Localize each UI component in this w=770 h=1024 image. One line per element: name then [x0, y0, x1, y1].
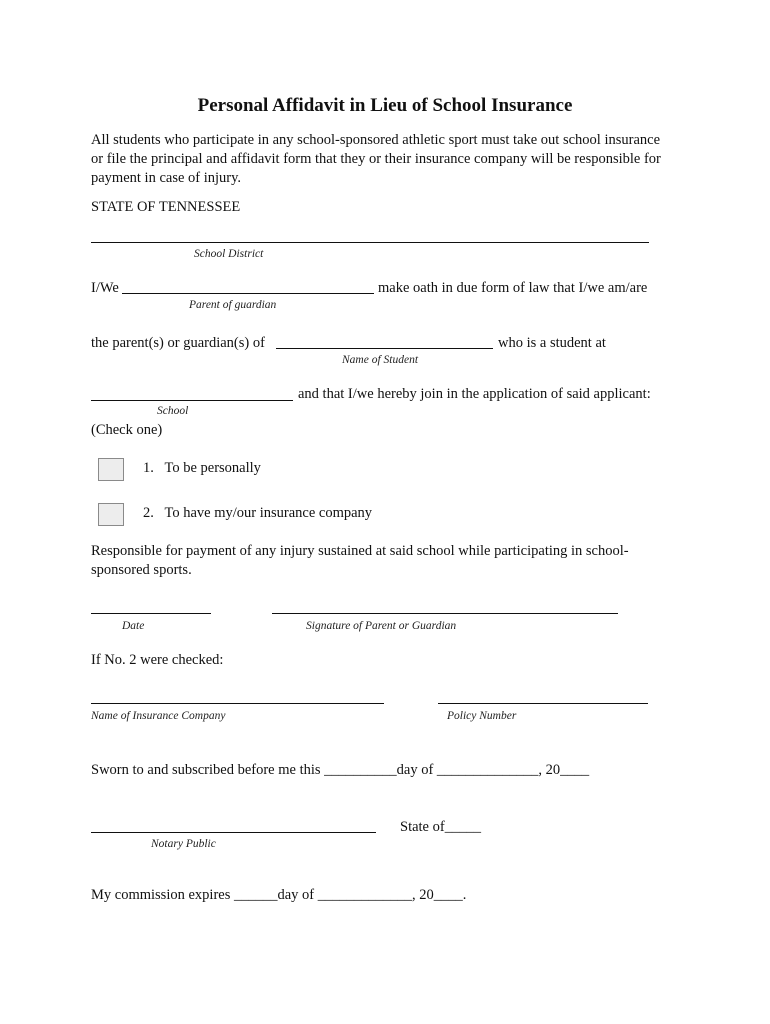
notary-signature-field[interactable] [91, 832, 376, 833]
school-district-field[interactable] [91, 242, 649, 243]
oath-prefix: I/We [91, 280, 119, 296]
date-field[interactable] [91, 613, 211, 614]
oath-suffix: make oath in due form of law that I/we am/are [378, 280, 648, 296]
parent-guardian-field[interactable] [122, 293, 374, 294]
if-checked-label: If No. 2 were checked: [91, 652, 224, 668]
school-field[interactable] [91, 400, 293, 401]
signature-caption: Signature of Parent or Guardian [306, 620, 457, 632]
option-1-label: 1. To be personally [143, 460, 261, 476]
student-name-caption: Name of Student [342, 354, 419, 366]
check-one-label: (Check one) [91, 422, 163, 438]
insurance-company-field[interactable] [91, 703, 384, 704]
school-district-caption: School District [194, 248, 264, 260]
state-of-line: State of_____ [400, 819, 481, 835]
guardian-of-prefix: the parent(s) or guardian(s) of [91, 335, 265, 351]
insurance-company-caption: Name of Insurance Company [91, 710, 226, 722]
student-name-field[interactable] [276, 348, 493, 349]
signature-field[interactable] [272, 613, 618, 614]
option-1-checkbox[interactable] [98, 458, 124, 481]
school-caption: School [157, 405, 189, 417]
commission-line: My commission expires ______day of _____________, 20____. [91, 887, 467, 903]
guardian-of-suffix: who is a student at [498, 335, 606, 351]
page-title: Personal Affidavit in Lieu of School Insurance [197, 95, 573, 116]
notary-caption: Notary Public [151, 838, 216, 850]
sworn-line: Sworn to and subscribed before me this __________day of ______________, 20____ [91, 762, 590, 778]
option-2-checkbox[interactable] [98, 503, 124, 526]
date-caption: Date [122, 620, 145, 632]
responsible-paragraph: Responsible for payment of any injury sustained at said school while participating in school-sponsored sports. [91, 543, 629, 578]
parent-guardian-caption: Parent of guardian [189, 299, 277, 311]
policy-number-field[interactable] [438, 703, 648, 704]
intro-paragraph: All students who participate in any school-sponsored athletic sport must take out school insurance or file the principal and affidavit form that they or their insurance company will be responsible for payment in case of injury. [91, 132, 661, 186]
policy-number-caption: Policy Number [447, 710, 517, 722]
school-line-suffix: and that I/we hereby join in the application of said applicant: [298, 386, 651, 402]
state-line: STATE OF TENNESSEE [91, 199, 241, 215]
option-2-label: 2. To have my/our insurance company [143, 505, 373, 521]
